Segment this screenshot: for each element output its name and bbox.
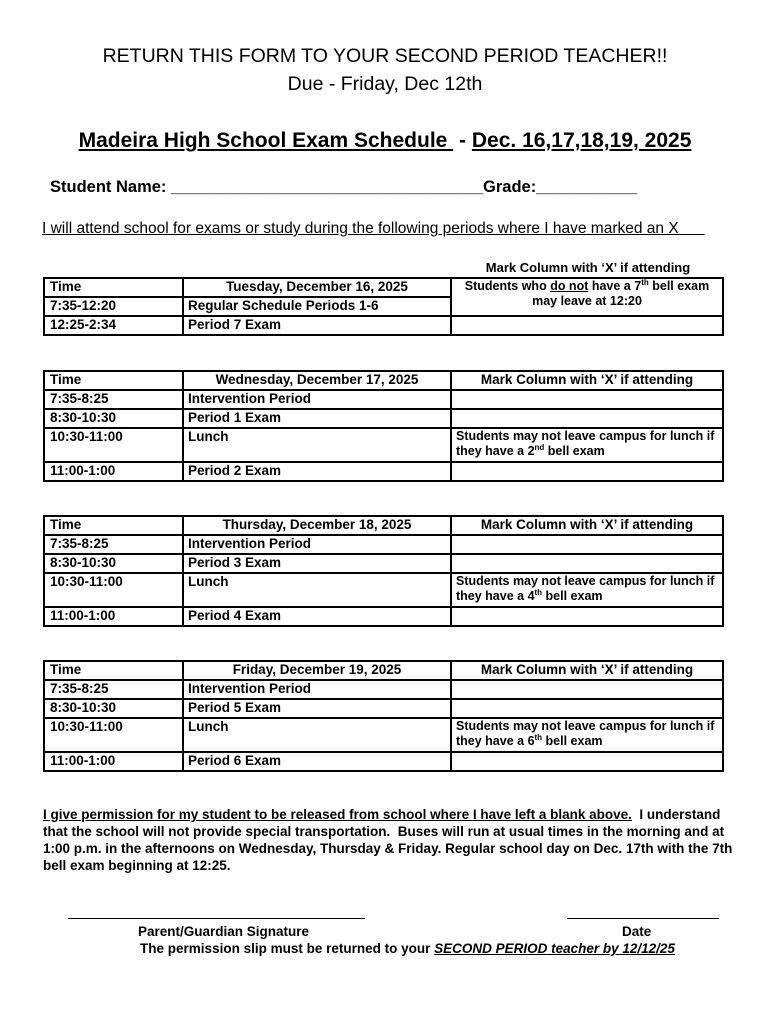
- grade-label: Grade:: [483, 178, 537, 196]
- mark-cell[interactable]: [451, 535, 723, 554]
- day-date: Thursday, December 18, 2025: [183, 516, 451, 535]
- schedule-table-wednesday: [43, 370, 724, 482]
- table-row: 7:35-8:25 Intervention Period: [44, 535, 723, 554]
- schedule-table-tuesday: [43, 277, 724, 336]
- mark-cell[interactable]: [451, 409, 723, 428]
- time-header: Time: [44, 278, 183, 297]
- mark-cell[interactable]: [451, 680, 723, 699]
- table-row: 10:30-11:00 Lunch Students may not leave campus for lunch if they have a 4th bell exam: [44, 573, 723, 607]
- table-row: 11:00-1:00 Period 6 Exam: [44, 752, 723, 771]
- table-row: 11:00-1:00 Period 2 Exam: [44, 462, 723, 481]
- lunch-note: Students may not leave campus for lunch if they have a 4th bell exam: [451, 573, 723, 607]
- table-row: 7:35-8:25 Intervention Period: [44, 680, 723, 699]
- date-label: Date: [622, 924, 652, 939]
- table-row: 11:00-1:00 Period 4 Exam: [44, 607, 723, 626]
- mark-cell[interactable]: [451, 752, 723, 771]
- schedule-table-thursday: [43, 515, 724, 627]
- student-info-line: [50, 178, 637, 197]
- table-row: 10:30-11:00 Lunch Students may not leave campus for lunch if they have a 2nd bell exam: [44, 428, 723, 462]
- parent-signature-line[interactable]: [68, 918, 365, 919]
- table-row: 12:25-2:34 Period 7 Exam: [44, 316, 723, 335]
- title-main: Madeira High School Exam Schedule: [78, 129, 454, 152]
- mark-cell[interactable]: [451, 607, 723, 626]
- mark-column-header: Mark Column with ‘X’ if attending: [451, 661, 723, 680]
- table-row: 8:30-10:30 Period 5 Exam: [44, 699, 723, 718]
- mark-column-header: Mark Column with ‘X’ if attending: [451, 371, 723, 390]
- mark-column-header: Mark Column with ‘X’ if attending: [451, 516, 723, 535]
- date-line[interactable]: [567, 918, 719, 919]
- day-date: Tuesday, December 16, 2025: [183, 278, 451, 297]
- due-date: Due - Friday, Dec 12th: [287, 73, 483, 95]
- early-release-note: Students who do not have a 7th bell exam may leave at 12:20: [451, 278, 723, 316]
- mark-column-label: Mark Column with ‘X’ if attending: [485, 260, 691, 275]
- table-row: 7:35-8:25 Intervention Period: [44, 390, 723, 409]
- lunch-note: Students may not leave campus for lunch if they have a 2nd bell exam: [451, 428, 723, 462]
- permission-statement: I give permission for my student to be released from school where I have left a blank above. I understand that the school will not provide special transportation. Buses will run at usual times in the morning and at 1:00 p.m. in the afternoons on Wednesday, Thursday & Friday. Regular school day on Dec. 17th with the 7th bell exam beginning at 12:25.: [43, 807, 737, 873]
- page-title: [0, 128, 770, 154]
- student-name-field[interactable]: __________________________________: [171, 178, 484, 196]
- title-dates: Dec. 16,17,18,19, 2025: [471, 129, 692, 152]
- time-header: Time: [44, 371, 183, 390]
- mark-cell[interactable]: [451, 316, 723, 335]
- return-reminder: The permission slip must be returned to your SECOND PERIOD teacher by 12/12/25: [140, 941, 675, 956]
- day-date: Friday, December 19, 2025: [183, 661, 451, 680]
- table-row: 8:30-10:30 Period 3 Exam: [44, 554, 723, 573]
- lunch-note: Students may not leave campus for lunch if they have a 6th bell exam: [451, 718, 723, 752]
- schedule-table-friday: [43, 660, 724, 772]
- table-row: 7:35-12:20 Regular Schedule Periods 1-6: [44, 297, 723, 316]
- mark-cell[interactable]: [451, 390, 723, 409]
- grade-field[interactable]: ___________: [536, 178, 638, 196]
- mark-cell[interactable]: [451, 554, 723, 573]
- return-notice: RETURN THIS FORM TO YOUR SECOND PERIOD TEACHER!!: [102, 45, 668, 67]
- day-date: Wednesday, December 17, 2025: [183, 371, 451, 390]
- parent-signature-label: Parent/Guardian Signature: [138, 924, 310, 939]
- time-header: Time: [44, 661, 183, 680]
- table-row: 8:30-10:30 Period 1 Exam: [44, 409, 723, 428]
- time-header: Time: [44, 516, 183, 535]
- student-name-label: Student Name:: [50, 178, 167, 196]
- attend-statement: I will attend school for exams or study during the following periods where I have marked an X: [42, 220, 679, 237]
- mark-cell[interactable]: [451, 462, 723, 481]
- table-row: 10:30-11:00 Lunch Students may not leave campus for lunch if they have a 6th bell exam: [44, 718, 723, 752]
- mark-cell[interactable]: [451, 699, 723, 718]
- title-separator: -: [453, 129, 472, 152]
